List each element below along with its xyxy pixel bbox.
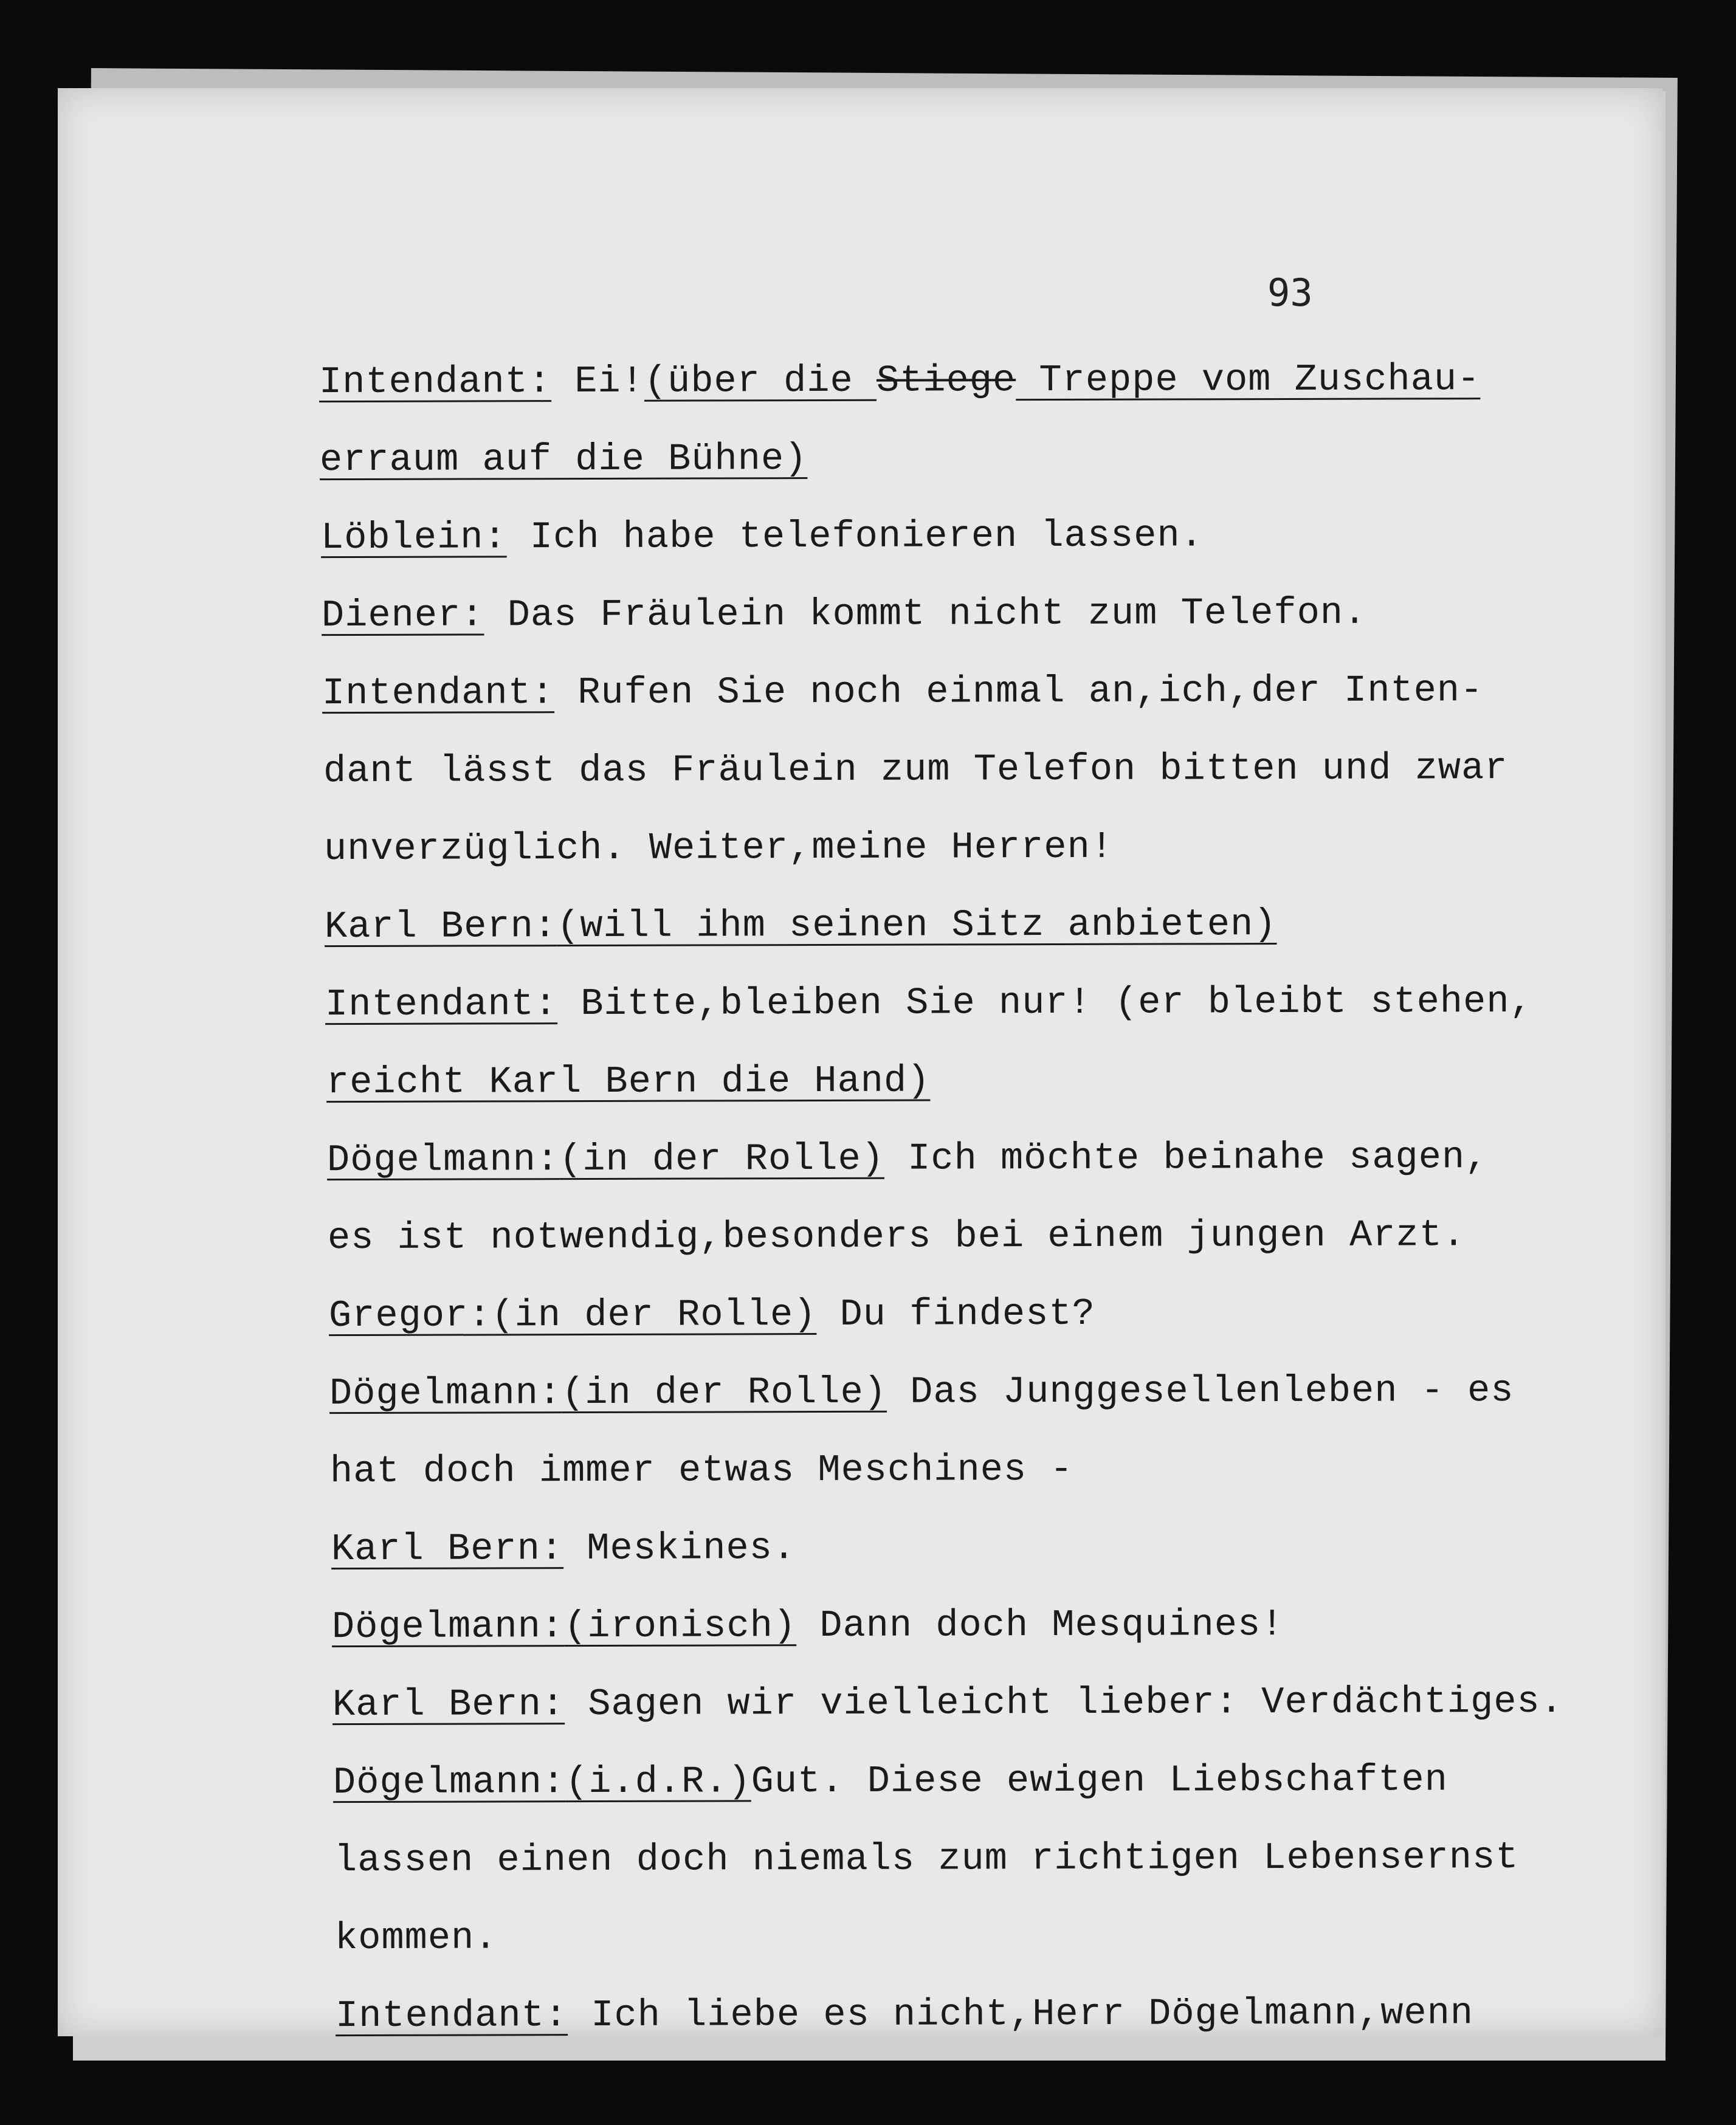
speaker-name: Karl Bern: [324,904,557,949]
speaker-name: Löblein: [320,515,507,560]
line-text: unverzüglich. Weiter,meine Herren! [323,825,1114,871]
script-line [327,1213,1736,1260]
typed-page [58,88,1662,2036]
stage-direction: (in der Rolle) [561,1370,887,1415]
speaker-name: Karl Bern: [331,1527,564,1571]
stage-direction: reicht Karl Bern die Hand) [326,1059,931,1104]
speaker-name: Intendant: [322,671,555,715]
struck-word: Stiege [876,359,1016,402]
speaker-name: Dögelmann: [332,1760,566,1805]
line-text: Das Fräulein kommt nicht zum Telefon. [484,591,1367,637]
speaker-name: Intendant: [325,982,558,1027]
script-line [335,1991,1736,2038]
line-text: Gut. Diese ewigen Liebschaften [751,1758,1448,1803]
stage-direction: (über die [644,359,877,403]
script-line [328,1292,1736,1338]
script-line [331,1603,1736,1649]
line-text: kommen. [334,1916,498,1960]
speaker-name: Dögelmann: [331,1605,565,1649]
script-line [319,437,1736,482]
script-line [319,357,1736,404]
script-line [334,1916,1736,1960]
line-text: es ist notwendig,besonders bei einem jungen Arzt. [327,1213,1466,1260]
stage-direction: Treppe vom Zuschau- [1016,357,1481,402]
line-text: dant lässt das Fräulein zum Telefon bitten und zwar [323,746,1508,793]
stage-direction: (i.d.R.) [565,1760,751,1804]
line-text: Bitte,bleiben Sie nur! (er bleibt stehen, [557,979,1533,1026]
script-line [332,1758,1736,1805]
stage-direction: (will ihm seinen Sitz anbieten) [556,903,1277,948]
script-line [324,903,1736,949]
script-line [331,1526,1736,1571]
speaker-name: Dögelmann: [326,1138,560,1182]
script-line [329,1447,1736,1493]
script-line [326,1059,1736,1104]
line-text: Ich möchte beinahe sagen, [884,1135,1489,1180]
script-line [320,514,1736,560]
script-line [323,746,1736,793]
script-line [326,1135,1736,1182]
line-text: Ei! [551,359,644,404]
speaker-name: Diener: [321,593,484,638]
line-text: Rufen Sie noch einmal an,ich,der Inten- [554,669,1484,715]
script-line [329,1369,1736,1416]
page-number: 93 [1267,270,1313,315]
speaker-name: Gregor: [328,1293,492,1338]
script-line [323,825,1736,871]
stage-direction: (in der Rolle) [491,1293,817,1337]
stage-direction: (in der Rolle) [559,1137,885,1182]
line-text: Du findest? [816,1292,1095,1337]
line-text: lassen einen doch niemals zum richtigen Lebensernst [334,1836,1519,1882]
line-text: Dann doch Mesquines! [796,1603,1284,1648]
line-text: Ich liebe es nicht,Herr Dögelmann,wenn [567,1991,1474,2037]
speaker-name: Karl Bern: [332,1682,565,1727]
script-line [332,1679,1736,1727]
line-text: hat doch immer etwas Meschines - [329,1447,1073,1493]
speaker-name: Dögelmann: [329,1371,562,1416]
script-line [321,591,1736,638]
script-line [325,979,1736,1027]
speaker-name: Intendant: [335,1994,568,2038]
line-text: Sagen wir vielleicht lieber: Verdächtiges. [564,1679,1564,1726]
script-line [322,669,1736,715]
script-line [334,1836,1736,1882]
line-text: Meskines. [563,1526,796,1571]
line-text: Ich habe telefonieren lassen. [506,514,1204,559]
line-text: Das Junggesellenleben - es [886,1369,1514,1414]
stage-direction: erraum auf die Bühne) [319,437,808,482]
stage-direction: (ironisch) [563,1604,797,1648]
speaker-name: Intendant: [319,360,552,404]
